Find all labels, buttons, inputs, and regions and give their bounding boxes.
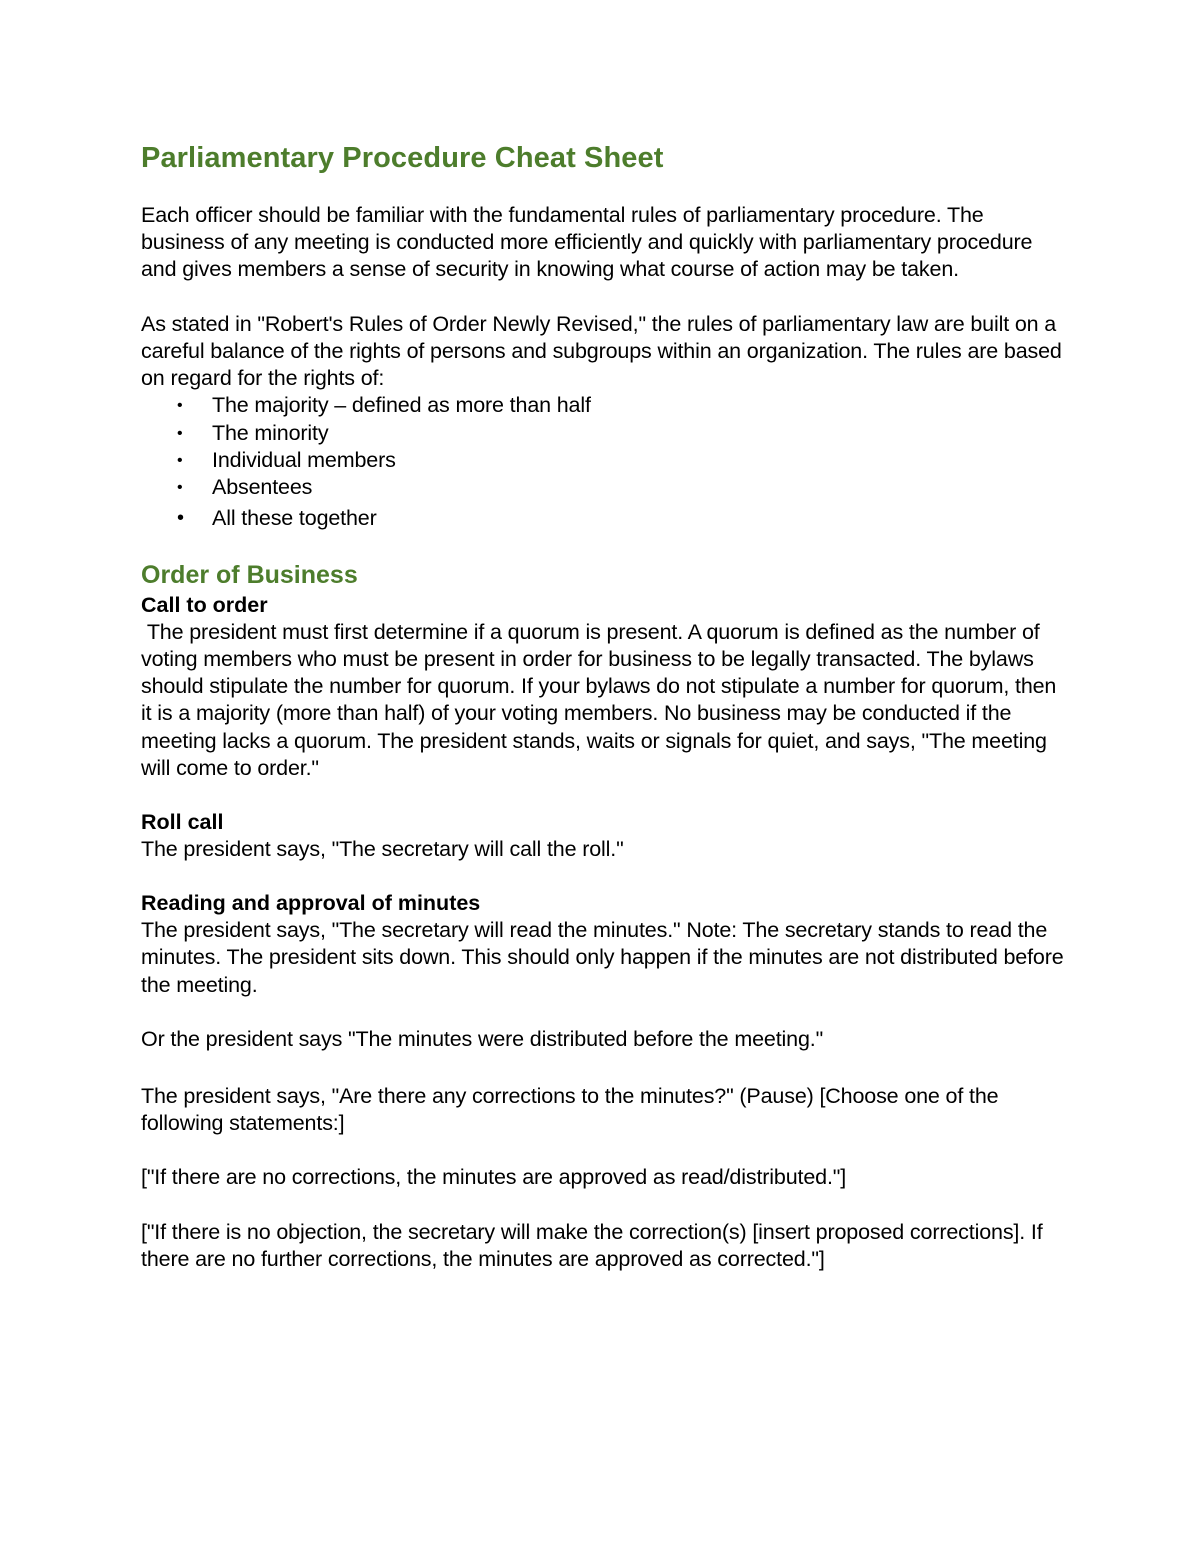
- document-page: [141, 138, 1071, 1273]
- minutes-paragraph-5: ["If there is no objection, the secretary will make the correction(s) [insert proposed corrections]. If there are no further corrections, the minutes are approved as corrected."]: [141, 1219, 1043, 1271]
- list-item: • Absentees: [141, 474, 1071, 501]
- rights-list: [141, 392, 1071, 534]
- roll-call-paragraph: The president says, "The secretary will call the roll.": [141, 837, 624, 862]
- minutes-paragraph-1: The president says, "The secretary will read the minutes." Note: The secretary stands to read the minutes. The president sits down. This should only happen if the minutes are not distributed before the meeting.: [141, 918, 1064, 997]
- subheading-call-to-order: Call to order: [141, 592, 268, 617]
- list-item: • All these together: [141, 502, 1071, 534]
- call-to-order-paragraph: The president must first determine if a quorum is present. A quorum is defined as the number of voting members who must be present in order for business to be legally transacted. The bylaws should stipulate the number for quorum. If your bylaws do not stipulate a number for quorum, then it is a majority (more than half) of your voting members. No business may be conducted if the meeting lacks a quorum. The president stands, waits or signals for quiet, and says, "The meeting will come to order.": [141, 619, 1063, 780]
- minutes-paragraph-2: Or the president says "The minutes were distributed before the meeting.": [141, 1026, 824, 1051]
- list-item: • Individual members: [141, 447, 1071, 474]
- roberts-rules-paragraph: As stated in "Robert's Rules of Order Newly Revised," the rules of parliamentary law are built on a careful balance of the rights of persons and subgroups within an organization. The rules are based on regard for the rights of:: [141, 311, 1062, 391]
- page-title: Parliamentary Procedure Cheat Sheet: [141, 142, 664, 174]
- subheading-minutes: Reading and approval of minutes: [141, 891, 481, 916]
- bullet-icon: •: [177, 397, 183, 415]
- section-heading-order-of-business: Order of Business: [141, 560, 358, 589]
- subheading-roll-call: Roll call: [141, 810, 224, 835]
- list-item: • The minority: [141, 420, 1071, 447]
- minutes-paragraph-3: The president says, "Are there any corrections to the minutes?" (Pause) [Choose one of the following statements:]: [141, 1084, 999, 1136]
- bullet-icon: •: [177, 452, 183, 470]
- list-item: • The majority – defined as more than half: [141, 392, 1071, 419]
- intro-paragraph: Each officer should be familiar with the fundamental rules of parliamentary procedure. The business of any meeting is conducted more efficiently and quickly with parliamentary procedure and gives members a sense of security in knowing what course of action may be taken.: [141, 203, 1033, 282]
- bullet-icon: •: [177, 479, 183, 497]
- minutes-paragraph-4: ["If there are no corrections, the minutes are approved as read/distributed."]: [141, 1165, 847, 1190]
- bullet-icon: •: [177, 424, 183, 442]
- bullet-icon: •: [177, 506, 184, 529]
